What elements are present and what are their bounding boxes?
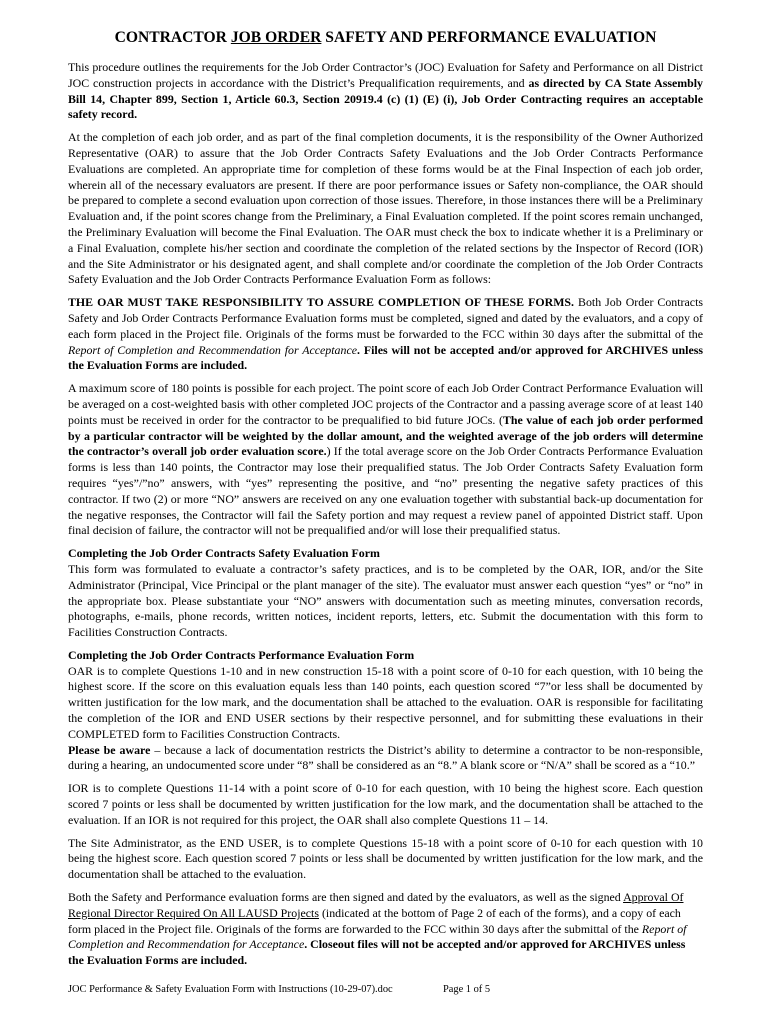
title-underlined: JOB ORDER (230, 29, 322, 46)
italic-text-run: Report of Completion and Recommendation for Acceptance (68, 921, 687, 952)
text-run: Both Job Order Contracts Safety and Job Order Contracts Performance Evaluation forms must be completed, signed and dated by the evaluators, and a copy of each form placed in the Project file. Originals of the forms must be forwarded to the FCC within 30 days after the submittal of the (68, 295, 704, 341)
text-run: This procedure outlines the requirements for the Job Order Contractor’s (JOC) Evaluation for Safety and Performance on all District JOC construction projects in accordance with the District’s Prequalification requirements, and (68, 60, 703, 90)
title-part: SAFETY AND PERFORMANCE EVALUATION (321, 29, 657, 46)
performance-section-heading: Completing the Job Order Contracts Performance Evaluation Form (68, 647, 415, 662)
bold-text-run: . Closeout files will not be accepted and/or approved for ARCHIVES unless the Evaluation Forms are included. (68, 937, 686, 968)
text-run: Both the Safety and Performance evaluation forms are then signed and dated by the evaluators, as well as the signed (68, 890, 624, 905)
ior-paragraph: IOR is to complete Questions 11-14 with a point score of 0-10 for each question, with 10 being the highest score. Each question scored 7 points or less shall be documented by written justification for the low mark, and the documentation shall be attached to the evaluation. If an IOR is not required for this project, the OAR shall also complete Questions 11 – 14. (68, 781, 703, 827)
closing-paragraph (68, 890, 703, 969)
performance-section-body: OAR is to complete Questions 1-10 and in new construction 15-18 with a point score of 0-10 for each question, with 10 being the highest score. If the score on this evaluation equals less than 140 points, each question scored “7”or less shall be documented by written justification for the low mark, and the documentation shall be attached to the evaluation. OAR is responsible for facilitating the completion of the IOR and END USER sections by their respective personnel, and for submitting these evaluations in their COMPLETED form to Facilities Construction Contracts. (68, 663, 703, 741)
bold-text-run: as directed by CA State Assembly Bill 14, Chapter 899, Section 1, Article 60.3, Section 20919.4 (c) (1) (E) (i), Job Order Contracting requires an acceptable safety record. (68, 75, 703, 122)
bold-text-run: Please be aware (68, 742, 151, 757)
safety-section-body: This form was formulated to evaluate a contractor’s safety practices, and is to be completed by the OAR, IOR, and/or the Site Administrator (Principal, Vice Principal or the plant manager of the site). The evaluator must answer each question “yes” or “no” in the appropriate box. Please substantiate your “NO” answers with documentation such as meeting minutes, conversation records, photographs, e-mails, phone records, written notices, incident reports, letters, etc. Submit the documentation with this form to Facilities Construction Contracts. (68, 561, 703, 640)
oar-responsibility-paragraph: At the completion of each job order, and as part of the final completion documents, it is the responsibility of the Owner Authorized Representative (OAR) to assure that the Job Order Contracts Safety Evaluations and the Job Order Contracts Performance Evaluations are completed. An appropriate time for completion of these forms would be at the Final Inspection of each job order, wherein all of the necessary evaluators are present. If there are poor performance issues or Safety non-compliance, the OAR should be prepared to complete a second evaluation upon correction of those issues. Therefore, in those instances there will be a Preliminary Evaluation and, if the point scores change from the Preliminary, a Final Evaluation completed. If the point scores remain unchanged, the Preliminary Evaluation will become the Final Evaluation. The OAR must check the box to indicate whether it is a Preliminary or a Final Evaluation, complete his/her section and coordinate the completion of the related sections by the Inspector of Record (IOR) and the Site Administrator or his designated agent, and shall complete and/or coordinate the completion of the Job Order Contracts Safety Evaluation and the Job Order Contracts Performance Evaluation Form as follows: (68, 130, 703, 287)
bold-text-run: The value of each job order performed by a particular contractor will be weighted by the dollar amount, and the weighted average of the job orders will determine the contractor’s overall job order evaluation score. (68, 412, 704, 459)
document-body (68, 28, 703, 976)
text-run: – because a lack of documentation restricts the District’s ability to determine a contractor to be non-responsible, during a hearing, an undocumented score under “8” shall be considered as an “8.” A blank score or “N/A” shall be scored as a “10.” (68, 742, 703, 773)
text-run: ) If the total average score on the Job Order Contracts Performance Evaluation forms is less than 140 points, the Contractor may lose their prequalified status. The Job Order Contracts Safety Evaluation form requires “yes”/”no” answers, with “yes” representing the positive, and “no” presenting the negative safety practices of this contractor. If two (2) or more “NO” answers are received on any one evaluation together with substantial back-up documentation for the negative responses, the Contractor will fail the Safety portion and may request a review panel of appointed District staff. Upon final decision of failure, the contractor will not be prequalified and/or will lose their prequalified status. (68, 444, 704, 538)
footer-filename: JOC Performance & Safety Evaluation Form with Instructions (10-29-07).doc (68, 984, 393, 995)
text-run: (indicated at the bottom of Page 2 of each of the forms), and a copy of each form placed in the Project file. Originals of the forms are forwarded to the FCC within 30 days after the submittal of the (68, 905, 681, 936)
scoring-paragraph (68, 381, 703, 539)
please-be-aware-paragraph (68, 743, 703, 775)
bold-text-run: THE OAR MUST TAKE RESPONSIBILITY TO ASSURE COMPLETION OF THESE FORMS. (68, 295, 575, 310)
page-title (68, 28, 703, 48)
bold-text-run: . Files will not be accepted and/or approved for ARCHIVES unless the Evaluation Forms are included. (68, 342, 703, 373)
intro-paragraph (68, 60, 703, 123)
italic-text-run: Report of Completion and Recommendation for Acceptance (68, 342, 358, 357)
safety-section-heading: Completing the Job Order Contracts Safety Evaluation Form (68, 546, 380, 561)
page-footer (68, 983, 703, 997)
completion-requirement-paragraph (68, 295, 703, 374)
text-run: A maximum score of 180 points is possible for each project. The point score of each Job Order Contract Performance Evaluation will be averaged on a cost-weighted basis with other completed JOC projects of the Contractor and a passing average score of at least 140 points must be received in order for the contractor to be prequalified to bid future JOCs. ( (68, 381, 703, 427)
underlined-text-run: Approval Of Regional Director Required On All LAUSD Projects (68, 890, 684, 920)
footer-page-number: Page 1 of 5 (443, 984, 491, 995)
site-administrator-paragraph: The Site Administrator, as the END USER, is to complete Questions 15-18 with a point score of 0-10 for each question with 10 being the highest score. Each question scored 7 points or less shall be documented by written justification for the low mark, and the documentation shall be attached to the evaluation. (68, 835, 703, 882)
title-part: CONTRACTOR (114, 29, 231, 46)
